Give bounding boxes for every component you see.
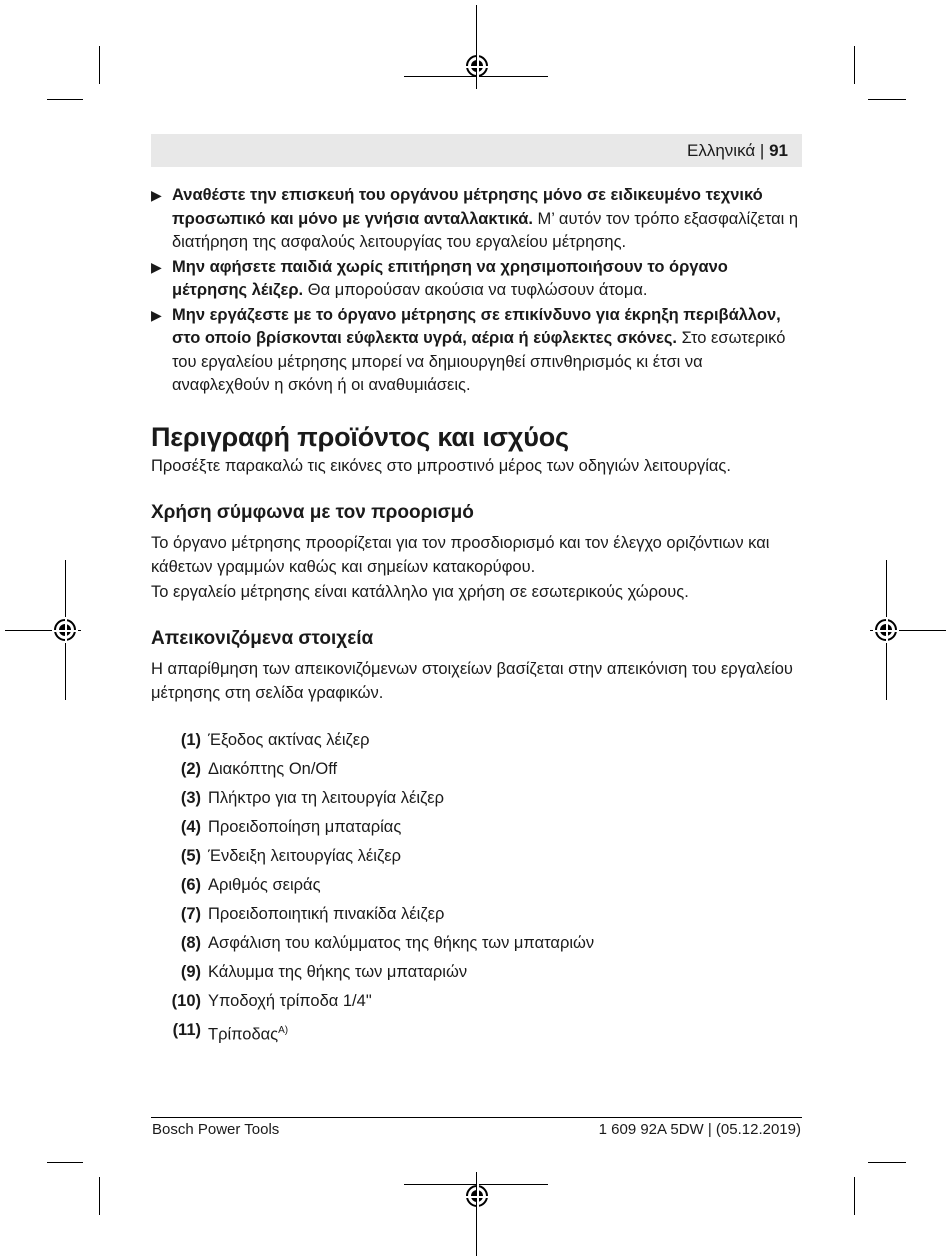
item-number: (9) bbox=[180, 963, 201, 981]
page-header bbox=[151, 134, 802, 167]
item-number: (8) bbox=[180, 934, 201, 952]
item-label: Ασφάλιση του καλύμματος της θήκης των μπαταριών bbox=[208, 934, 595, 952]
bullet-bold-text: Μην εργάζεστε με το όργανο μέτρησης σε επικίνδυνο για έκρηξη περιβάλλον, στο οποίο βρίσκονται εύφλεκτα υγρά, αέρια ή εύφλεκτες σκόνες. bbox=[172, 305, 781, 347]
crop-mark bbox=[868, 99, 906, 100]
registration-mark-icon bbox=[466, 1185, 488, 1207]
list-item bbox=[151, 903, 802, 932]
list-item bbox=[151, 990, 802, 1019]
page-content bbox=[151, 184, 802, 1048]
section-title: Περιγραφή προϊόντος και ισχύος bbox=[151, 421, 569, 452]
item-number: (5) bbox=[180, 847, 201, 865]
header-label: Ελληνικά | 91 bbox=[687, 141, 788, 160]
bullet-triangle-icon: ▶ bbox=[151, 187, 162, 203]
item-number: (3) bbox=[180, 789, 201, 807]
item-number: (11) bbox=[172, 1021, 201, 1039]
components-list bbox=[151, 729, 802, 1048]
registration-mark-icon bbox=[54, 619, 76, 641]
crop-mark bbox=[854, 1177, 855, 1215]
list-item bbox=[151, 816, 802, 845]
intended-use-title: Χρήση σύμφωνα με τον προορισμό bbox=[151, 501, 474, 523]
section-intro: Προσέξτε παρακαλώ τις εικόνες στο μπροστινό μέρος των οδηγιών λειτουργίας. bbox=[151, 457, 731, 475]
bullet-bold-text: Μην αφήσετε παιδιά χωρίς επιτήρηση να χρησιμοποιήσουν το όργανο μέτρησης λέιζερ. bbox=[172, 257, 728, 299]
footer-doc-id: 1 609 92A 5DW | (05.12.2019) bbox=[598, 1121, 801, 1138]
components-title: Απεικονιζόμενα στοιχεία bbox=[151, 627, 374, 649]
item-label: Έξοδος ακτίνας λέιζερ bbox=[208, 731, 370, 749]
item-label: Πλήκτρο για τη λειτουργία λέιζερ bbox=[208, 789, 445, 807]
crop-mark bbox=[868, 1162, 906, 1163]
item-label: Προειδοποίηση μπαταρίας bbox=[208, 818, 402, 836]
bullet-text: Θα μπορούσαν ακούσια να τυφλώσουν άτομα. bbox=[303, 281, 648, 299]
item-number: (1) bbox=[180, 731, 201, 749]
item-label: Προειδοποιητική πινακίδα λέιζερ bbox=[208, 905, 445, 923]
safety-bullet bbox=[151, 256, 802, 303]
item-label-text: Τρίποδας bbox=[208, 1025, 279, 1044]
item-label: Κάλυμμα της θήκης των μπαταριών bbox=[208, 963, 468, 981]
bullet-triangle-icon: ▶ bbox=[151, 258, 162, 275]
intended-use-paragraph: Το όργανο μέτρησης προορίζεται για τον προσδιορισμό και τον έλεγχο οριζόντιων και κάθετων γραμμών καθώς και σημείων κατακορύφου. bbox=[151, 534, 770, 576]
item-label: Διακόπτης On/Off bbox=[208, 760, 338, 778]
components-intro: Η απαρίθμηση των απεικονιζόμενων στοιχείων βασίζεται στην απεικόνιση του εργαλείου μέτρησης στη σελίδα γραφικών. bbox=[151, 660, 793, 702]
crop-mark bbox=[854, 46, 855, 84]
language-label: Ελληνικά bbox=[687, 141, 756, 160]
page-number: 91 bbox=[769, 141, 788, 160]
crop-mark bbox=[47, 1162, 83, 1163]
bullet-text: Στο εσωτερικό του εργαλείου μέτρησης μπορεί να δημιουργηθεί σπινθηρισμός κι έτσι να αναφλεχθούν η σκόνη ή οι αναθυμιάσεις. bbox=[172, 329, 786, 394]
crop-mark bbox=[99, 46, 100, 84]
safety-bullet bbox=[151, 304, 802, 398]
crop-mark bbox=[99, 1177, 100, 1215]
item-number: (2) bbox=[180, 760, 201, 778]
registration-mark-icon bbox=[875, 619, 897, 641]
list-item bbox=[151, 874, 802, 903]
item-number: (7) bbox=[180, 905, 201, 923]
bullet-bold-text: Αναθέστε την επισκευή του οργάνου μέτρησης μόνο σε ειδικευμένο τεχνικό προσωπικό και μόνο με γνήσια ανταλλακτικά. bbox=[172, 186, 763, 228]
item-number: (10) bbox=[171, 992, 201, 1010]
registration-mark-icon bbox=[466, 55, 488, 77]
item-number: (4) bbox=[180, 818, 201, 836]
crop-mark bbox=[47, 99, 83, 100]
bullet-text: Μ’ αυτόν τον τρόπο εξασφαλίζεται η διατήρηση της ασφαλούς λειτουργίας του εργαλείου μέτρησης. bbox=[172, 209, 799, 251]
bullet-triangle-icon: ▶ bbox=[151, 306, 162, 323]
item-label: Ένδειξη λειτουργίας λέιζερ bbox=[208, 847, 401, 865]
list-item bbox=[151, 729, 802, 758]
page-footer bbox=[151, 1117, 802, 1138]
list-item bbox=[151, 845, 802, 874]
item-label: Αριθμός σειράς bbox=[208, 876, 321, 894]
item-label bbox=[208, 1019, 288, 1047]
list-item bbox=[151, 932, 802, 961]
list-item bbox=[151, 1019, 802, 1048]
list-item bbox=[151, 961, 802, 990]
list-item bbox=[151, 787, 802, 816]
intended-use-paragraph: Το εργαλείο μέτρησης είναι κατάλληλο για χρήση σε εσωτερικούς χώρους. bbox=[151, 583, 689, 601]
footnote-marker: A) bbox=[278, 1025, 289, 1036]
list-item bbox=[151, 758, 802, 787]
item-label: Υποδοχή τρίποδα 1/4" bbox=[208, 992, 372, 1010]
footer-brand: Bosch Power Tools bbox=[152, 1121, 280, 1138]
safety-bullet bbox=[151, 184, 802, 255]
item-number: (6) bbox=[180, 876, 201, 894]
